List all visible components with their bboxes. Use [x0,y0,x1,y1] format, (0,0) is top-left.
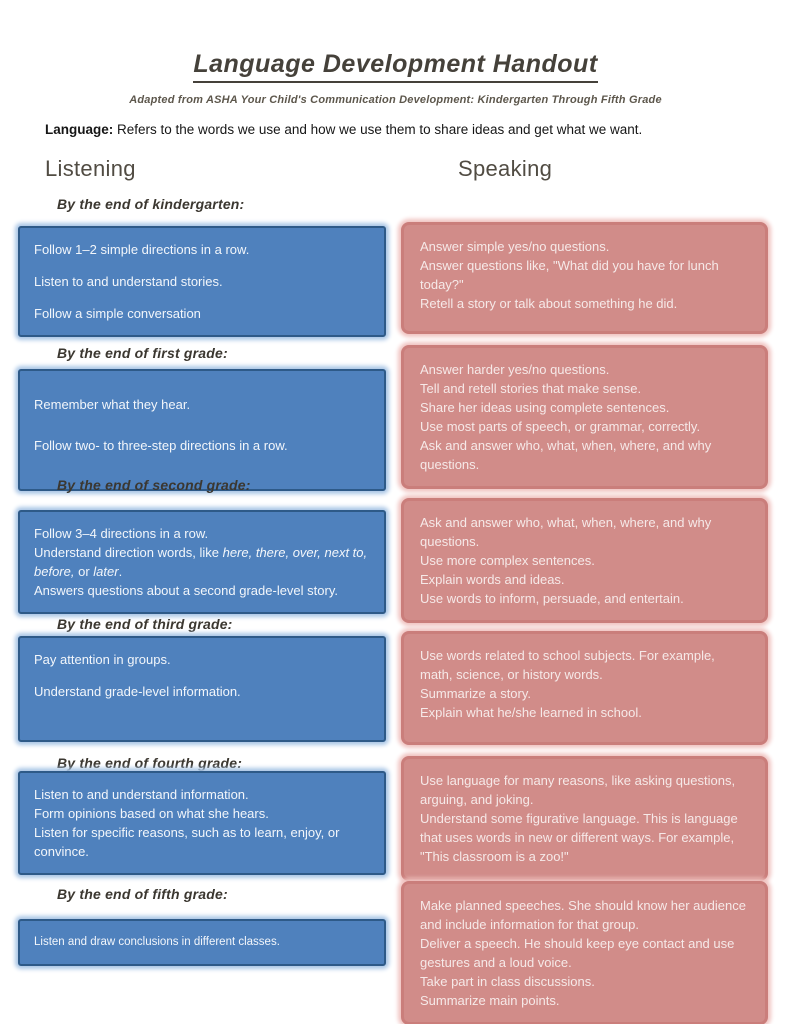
box-line: Pay attention in groups. [34,652,171,667]
italic-text-segment: later [93,564,119,579]
box-line: Answers questions about a second grade-level story. [34,583,338,598]
box-line: Listen and draw conclusions in different classes. [34,936,280,948]
box-line: Form opinions based on what she hears. [34,806,269,821]
box-line: Tell and retell stories that make sense. [420,381,642,396]
box-line: Follow a simple conversation [34,306,201,321]
grade-label-third-grade: By the end of third grade: [57,616,233,632]
speaking-box-fourth-grade [401,756,768,881]
box-line: Retell a story or talk about something he did. [420,296,678,311]
box-line [34,543,370,581]
speaking-box-second-grade [401,498,768,623]
box-line: Summarize main points. [420,993,560,1008]
box-line: Remember what they hear. [34,397,191,412]
listening-box-first-grade [18,369,386,491]
box-line: Follow 1–2 simple directions in a row. [34,242,250,257]
listening-box-fourth-grade [18,771,386,875]
box-line: Listen to and understand stories. [34,274,223,289]
box-line: Ask and answer who, what, when, where, and why questions. [420,438,712,472]
text-segment: Understand direction words, like [34,545,223,560]
subtitle: Adapted from ASHA Your Child's Communication Development: Kindergarten Through Fifth Grade [129,94,662,106]
box-line: Share her ideas using complete sentences. [420,400,670,415]
grade-label-first-grade: By the end of first grade: [57,345,228,361]
box-line: Explain words and ideas. [420,572,565,587]
box-line: Answer harder yes/no questions. [420,362,610,377]
speaking-box-third-grade [401,631,768,745]
speaking-box-first-grade [401,345,768,489]
intro-label: Language: [45,122,114,137]
italic-text-segment: here, there, over, next to, before, [34,545,368,579]
box-line: Deliver a speech. He should keep eye contact and use gestures and a loud voice. [420,936,735,970]
box-line: Use most parts of speech, or grammar, correctly. [420,419,701,434]
column-header-listening: Listening [45,156,136,181]
grade-label-second-grade: By the end of second grade: [57,477,251,493]
box-line: Use language for many reasons, like asking questions, arguing, and joking. [420,773,736,807]
box-line: Make planned speeches. She should know her audience and include information for that group. [420,898,746,932]
speaking-box-fifth-grade [401,881,768,1024]
listening-box-kindergarten [18,226,386,337]
grade-label-fifth-grade: By the end of fifth grade: [57,886,228,902]
box-line: Listen for specific reasons, such as to learn, enjoy, or convince. [34,825,340,859]
box-line: Follow 3–4 directions in a row. [34,526,209,541]
box-line: Use words related to school subjects. For example, math, science, or history words. [420,648,715,682]
box-line: Take part in class discussions. [420,974,595,989]
box-line: Listen to and understand information. [34,787,249,802]
speaking-box-kindergarten [401,222,768,334]
box-line: Understand grade-level information. [34,684,241,699]
box-line: Use words to inform, persuade, and entertain. [420,591,684,606]
box-line: Summarize a story. [420,686,532,701]
listening-box-third-grade [18,636,386,742]
box-line: Explain what he/she learned in school. [420,705,642,720]
listening-box-fifth-grade [18,919,386,966]
text-segment: or [74,564,94,579]
grade-label-fourth-grade: By the end of fourth grade: [57,755,243,771]
column-header-speaking: Speaking [458,156,553,181]
page-title [0,50,791,79]
page-title-text: Language Development Handout [193,50,597,83]
grade-label-kindergarten: By the end of kindergarten: [57,196,245,212]
intro-line [45,122,642,137]
listening-box-second-grade [18,510,386,614]
box-line: Answer questions like, "What did you have for lunch today?" [420,258,719,292]
box-line: Answer simple yes/no questions. [420,239,610,254]
box-line: Ask and answer who, what, when, where, and why questions. [420,515,712,549]
text-segment: . [118,564,123,579]
box-line: Use more complex sentences. [420,553,595,568]
box-line: Follow two- to three-step directions in a row. [34,438,288,453]
intro-text: Refers to the words we use and how we use them to share ideas and get what we want. [113,122,643,137]
box-line: Understand some figurative language. This is language that uses words in new or different ways. For example, "This classroom is a zoo!" [420,811,738,864]
